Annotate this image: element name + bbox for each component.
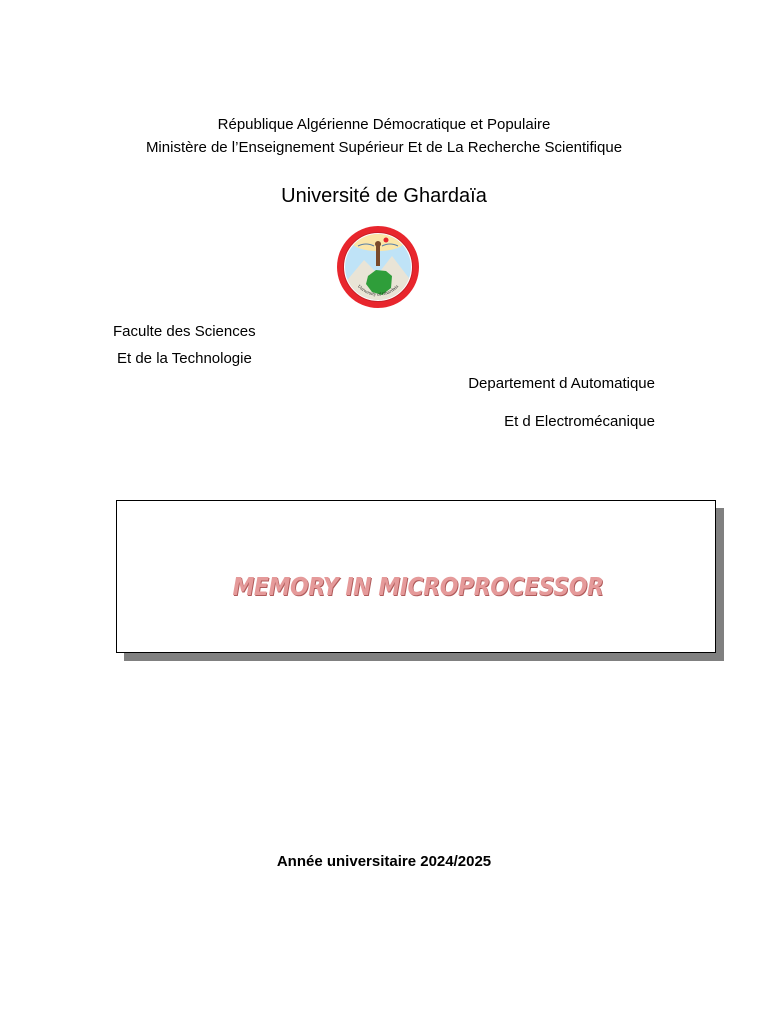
university-name: Université de Ghardaïa	[281, 185, 487, 207]
academic-year: Année universitaire 2024/2025	[276, 853, 492, 870]
department-line-2: Et d Electromécanique	[504, 413, 655, 430]
university-seal-icon	[336, 224, 420, 310]
faculty-line-2: Et de la Technologie	[117, 350, 252, 367]
ministry-title: Ministère de l’Enseignement Supérieur Et de La Recherche Scientifique	[145, 139, 623, 156]
faculty-line-1: Faculte des Sciences	[113, 323, 256, 340]
university-logo	[336, 224, 420, 310]
department-line-1: Departement d Automatique	[468, 375, 655, 392]
logo-caption: University of Ghardaia	[356, 283, 400, 297]
republic-title: République Algérienne Démocratique et Populaire	[217, 116, 551, 133]
document-title: MEMORY IN MICROPROCESSOR	[232, 572, 604, 601]
